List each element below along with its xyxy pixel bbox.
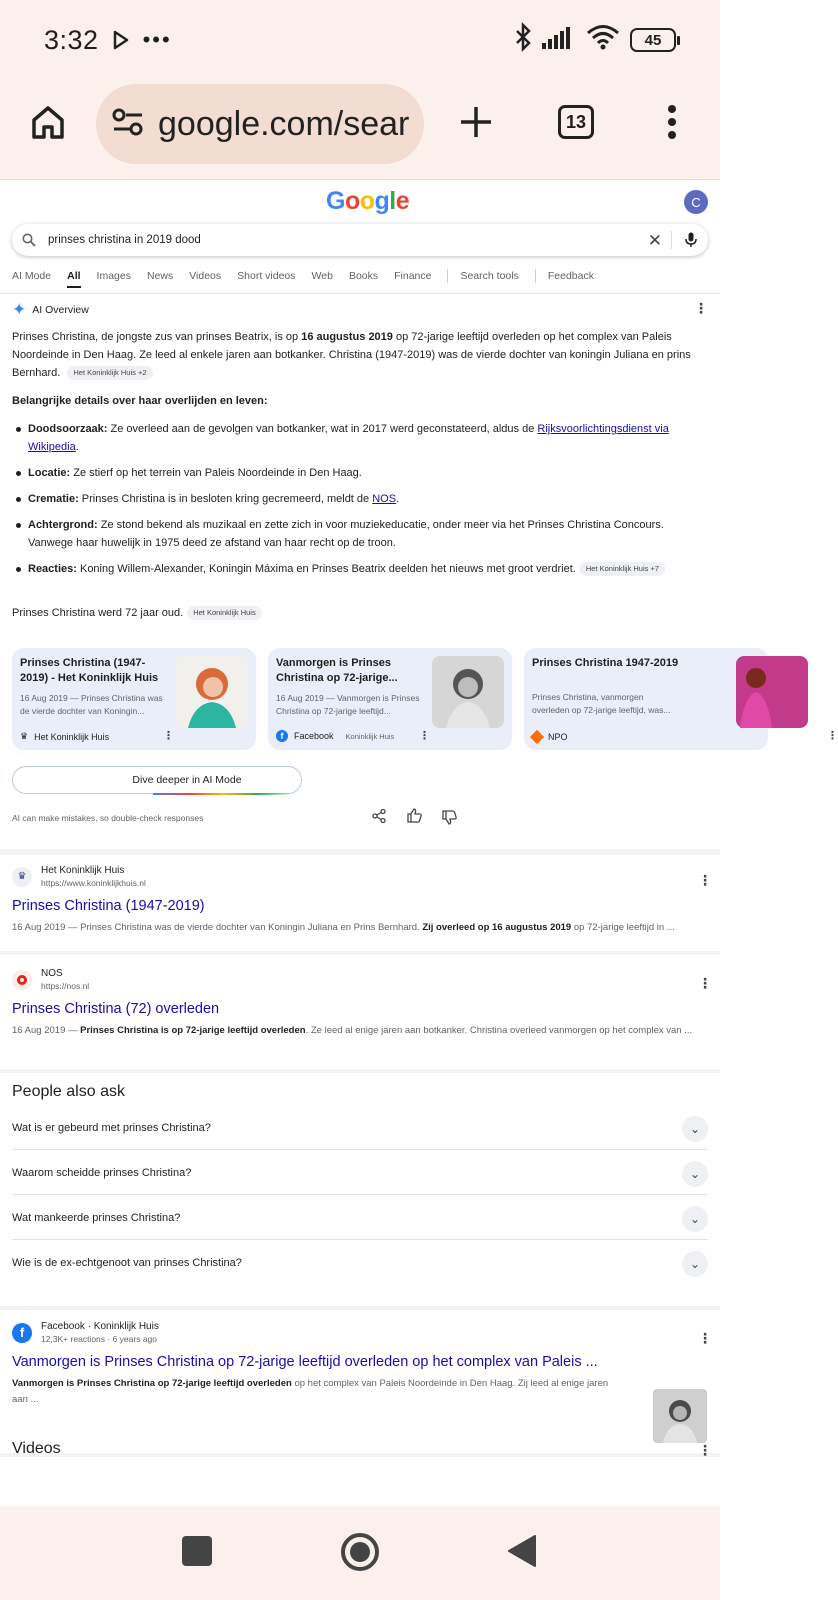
tab-images[interactable]: Images xyxy=(96,270,131,282)
voice-search-icon[interactable] xyxy=(685,232,697,251)
home-icon xyxy=(30,104,66,140)
card-thumbnail xyxy=(432,656,504,728)
detail-label: Doodsoorzaak: xyxy=(28,423,108,435)
system-nav-bar xyxy=(0,1506,720,1600)
detail-text: Koning Willem-Alexander, Koningin Máxima en Prinses Beatrix deelden het nieuws met groot verdriet. xyxy=(76,563,576,575)
nos-icon xyxy=(12,970,32,990)
source-chip[interactable]: Het Koninklijk Huis xyxy=(187,606,262,620)
chevron-down-icon: ⌄ xyxy=(682,1251,708,1277)
paa-question[interactable] xyxy=(12,1151,708,1195)
ai-overview-header xyxy=(12,300,89,320)
play-store-icon xyxy=(113,25,129,56)
result-meta: 12,3K+ reactions · 6 years ago xyxy=(41,1334,157,1344)
card-source-name: Het Koninklijk Huis xyxy=(34,731,110,742)
result-source[interactable] xyxy=(12,968,708,991)
tab-news[interactable]: News xyxy=(146,270,174,282)
question-text: Wat is er gebeurd met prinses Christina? xyxy=(12,1121,211,1134)
divider xyxy=(0,1069,720,1073)
divider xyxy=(671,231,672,249)
source-chip[interactable]: Het Koninklijk Huis +2 xyxy=(67,366,152,380)
crown-icon: ♛ xyxy=(20,731,29,741)
back-triangle-icon xyxy=(507,1534,537,1568)
search-tabs xyxy=(12,265,610,287)
tab-switcher-button[interactable] xyxy=(548,94,604,150)
snippet-text: . Ze leed al enige jaren aan botkanker. Christina overleed vanmorgen op het complex van ... xyxy=(305,1025,693,1036)
detail-label: Reacties: xyxy=(28,563,77,575)
plus-icon xyxy=(459,105,493,139)
detail-text: . xyxy=(75,441,79,453)
list-item xyxy=(12,464,704,482)
detail-text: Ze stierf op het terrein van Paleis Noordeinde in Den Haag. xyxy=(70,467,362,479)
share-icon[interactable] xyxy=(372,809,386,828)
snippet-text: op het complex van Paleis Noordeinde in Den Haag. Zij leed al enige jaren aan ... xyxy=(12,1378,609,1405)
snippet-highlight: Prinses Christina is op 72-jarige leeftijd overleden xyxy=(80,1025,306,1036)
detail-label: Locatie: xyxy=(28,467,71,479)
ai-disclaimer: AI can make mistakes, so double-check responses xyxy=(12,813,204,823)
chevron-down-icon: ⌄ xyxy=(682,1161,708,1187)
snippet-text: 16 Aug 2019 — Prinses Christina was de vierde dochter van Koningin Juliana en Prins Bernhard. xyxy=(12,922,423,933)
summary-line xyxy=(12,604,702,622)
card-snippet: Prinses Christina, vanmorgen overleden op 72-jarige leeftijd, was... xyxy=(532,692,671,715)
home-circle-icon xyxy=(340,1532,380,1572)
dive-deeper-button[interactable]: Dive deeper in AI Mode xyxy=(12,766,302,794)
divider xyxy=(447,269,448,283)
card-title: Vanmorgen is Prinses Christina op 72-jarige... xyxy=(276,657,398,684)
search-result xyxy=(12,968,708,1039)
card-title: Prinses Christina (1947-2019) - Het Koninklijk Huis xyxy=(20,657,159,684)
result-url: https://www.koninklijkhuis.nl xyxy=(41,878,146,888)
result-title-link[interactable]: Prinses Christina (72) overleden xyxy=(12,1001,220,1017)
back-button[interactable] xyxy=(507,1534,537,1573)
card-source-sub: Koninklijk Huis xyxy=(345,731,395,741)
result-menu-icon[interactable]: ⋮ xyxy=(698,1330,712,1346)
details-list xyxy=(12,420,704,586)
browser-menu-button[interactable] xyxy=(644,94,700,150)
search-icon xyxy=(22,233,36,247)
google-logo[interactable]: Google xyxy=(326,187,410,215)
card-snippet: 16 Aug 2019 — Prinses Christina was de vierde dochter van Koningin... xyxy=(20,693,163,716)
detail-label: Crematie: xyxy=(28,493,79,505)
battery-indicator: 45 xyxy=(630,28,676,52)
source-card[interactable] xyxy=(268,648,512,750)
facebook-icon: f xyxy=(12,1323,32,1343)
home-nav-button[interactable] xyxy=(340,1532,380,1577)
detail-text: Ze overleed aan de gevolgen van botkanker, wat in 2017 werd geconstateerd, aldus de xyxy=(107,423,538,435)
source-chip[interactable]: Het Koninklijk Huis +7 xyxy=(580,562,665,576)
url-text: google.com/sear xyxy=(158,104,410,143)
account-avatar[interactable]: C xyxy=(684,190,708,214)
search-query[interactable]: prinses christina in 2019 dood xyxy=(48,234,201,246)
search-box[interactable] xyxy=(12,224,708,256)
intro-date: 16 augustus 2019 xyxy=(301,331,393,343)
detail-link[interactable]: Rijksvoorlichtingsdienst via Wikipedia xyxy=(28,423,669,453)
question-text: Waarom scheidde prinses Christina? xyxy=(12,1166,192,1179)
intro-text: Prinses Christina, de jongste zus van prinses Beatrix, is op xyxy=(12,331,302,343)
details-heading: Belangrijke details over haar overlijden en leven: xyxy=(12,395,268,407)
browser-toolbar xyxy=(0,80,720,180)
result-site-name: Het Koninklijk Huis xyxy=(41,865,125,876)
tab-short-videos[interactable]: Short videos xyxy=(237,270,296,282)
source-card[interactable] xyxy=(524,648,838,750)
card-title: Prinses Christina 1947-2019 xyxy=(532,657,679,669)
signal-icon xyxy=(542,25,576,56)
card-source xyxy=(276,730,394,742)
result-source[interactable] xyxy=(12,865,708,888)
divider xyxy=(0,849,720,855)
result-menu-icon[interactable]: ⋮ xyxy=(698,872,712,888)
divider xyxy=(535,269,536,283)
result-thumbnail[interactable] xyxy=(653,1389,707,1443)
result-source[interactable] xyxy=(12,1321,708,1344)
card-menu-icon[interactable]: ⋮ xyxy=(419,730,430,742)
summary-text: Prinses Christina werd 72 jaar oud. xyxy=(12,607,184,619)
bluetooth-icon xyxy=(514,23,532,58)
paa-question[interactable] xyxy=(12,1196,708,1240)
card-source xyxy=(20,731,109,742)
search-results-page xyxy=(0,181,838,1506)
detail-label: Achtergrond: xyxy=(28,519,98,531)
tab-videos[interactable]: Videos xyxy=(189,270,222,282)
feedback-link[interactable]: Feedback xyxy=(547,270,594,282)
facebook-icon: f xyxy=(276,730,288,742)
chevron-down-icon: ⌄ xyxy=(682,1206,708,1232)
detail-link[interactable]: NOS xyxy=(372,493,397,505)
card-source-name: Facebook xyxy=(294,731,334,741)
list-item xyxy=(12,560,704,578)
status-bar xyxy=(0,0,720,80)
result-title-link[interactable]: Prinses Christina (1947-2019) xyxy=(12,898,205,914)
card-menu-icon[interactable]: ⋮ xyxy=(827,730,838,742)
result-url: https://nos.nl xyxy=(41,981,90,991)
more-notifications-icon: ••• xyxy=(142,27,172,52)
intro-text: op 72-jarige leeftijd overleden op het complex van Paleis Noordeinde in Den Haag. Ze leed al enkele jaren aan botkanker. Christina (1947-2019) was de vierde dochter van koningin Juliana en prins Bernhard. xyxy=(12,331,691,379)
snippet-text: op 72-jarige leeftijd in ... xyxy=(571,922,675,933)
question-text: Wat mankeerde prinses Christina? xyxy=(12,1211,181,1224)
result-menu-icon[interactable]: ⋮ xyxy=(698,975,712,991)
detail-text: Prinses Christina is in besloten kring gecremeerd, meldt de xyxy=(78,493,373,505)
search-result xyxy=(12,865,708,936)
card-menu-icon[interactable]: ⋮ xyxy=(163,730,174,742)
tab-ai-mode[interactable]: AI Mode xyxy=(12,270,52,282)
tab-finance[interactable]: Finance xyxy=(394,270,432,282)
list-item xyxy=(12,516,704,552)
tab-count: 13 xyxy=(558,105,594,139)
result-site-name: NOS xyxy=(41,968,63,979)
site-settings-icon[interactable] xyxy=(112,108,144,141)
snippet-highlight: Vanmorgen is Prinses Christina op 72-jarige leeftijd overleden xyxy=(12,1378,292,1389)
chevron-down-icon: ⌄ xyxy=(682,1116,708,1142)
npo-icon xyxy=(530,730,544,744)
list-item xyxy=(12,420,704,456)
source-cards xyxy=(12,648,838,750)
result-title-link[interactable]: Vanmorgen is Prinses Christina op 72-jarige leeftijd overleden op het complex van Paleis ... xyxy=(12,1354,598,1370)
address-bar[interactable] xyxy=(96,84,424,164)
recents-button[interactable] xyxy=(182,1536,212,1566)
result-snippet xyxy=(12,920,708,936)
result-snippet xyxy=(12,1376,622,1408)
result-snippet xyxy=(12,1023,708,1039)
divider xyxy=(0,293,720,294)
ai-overview-menu-icon[interactable]: ⋮ xyxy=(694,300,708,316)
divider xyxy=(0,1306,720,1310)
people-also-ask-heading: People also ask xyxy=(12,1083,125,1100)
search-result xyxy=(12,1321,708,1408)
source-card[interactable] xyxy=(12,648,256,750)
ai-overview-intro xyxy=(12,328,702,382)
thumbs-up-icon[interactable] xyxy=(407,808,422,828)
divider xyxy=(0,1453,720,1457)
clear-search-icon[interactable]: ✕ xyxy=(647,231,662,250)
card-thumbnail xyxy=(176,656,248,728)
snippet-text: 16 Aug 2019 — xyxy=(12,1025,81,1036)
question-text: Wie is de ex-echtgenoot van prinses Christina? xyxy=(12,1257,242,1269)
new-tab-button[interactable] xyxy=(448,94,504,150)
tab-books[interactable]: Books xyxy=(348,270,379,282)
divider xyxy=(0,951,720,955)
crown-icon: ♛ xyxy=(12,867,32,887)
card-source-name: NPO xyxy=(548,732,568,742)
card-source xyxy=(532,732,568,742)
detail-text: . xyxy=(396,493,400,505)
paa-question[interactable] xyxy=(12,1241,708,1285)
result-site-name: Facebook · Koninklijk Huis xyxy=(41,1321,159,1332)
home-button[interactable] xyxy=(20,94,76,150)
tab-all[interactable]: All xyxy=(67,270,81,282)
paa-question[interactable] xyxy=(12,1106,708,1150)
more-vert-icon xyxy=(667,105,677,139)
ai-overview-label: AI Overview xyxy=(32,304,89,316)
card-thumbnail xyxy=(736,656,808,728)
list-item xyxy=(12,490,704,508)
snippet-highlight: Zij overleed op 16 augustus 2019 xyxy=(422,922,572,933)
search-tools-button[interactable]: Search tools xyxy=(460,270,519,282)
wifi-icon xyxy=(586,24,620,57)
thumbs-down-icon[interactable] xyxy=(442,810,457,830)
videos-menu-icon[interactable]: ⋮ xyxy=(698,1442,712,1458)
clock: 3:32 xyxy=(44,24,99,55)
ai-sparkle-icon: ✦ xyxy=(12,300,27,319)
card-snippet: 16 Aug 2019 — Vanmorgen is Prinses Christina op 72-jarige leeftijd... xyxy=(276,693,420,716)
detail-text: Ze stond bekend als muzikaal en zette zich in voor muziekeducatie, onder meer via het Prinses Christina Concours. Vanwege haar huwelijk in 1975 deed ze afstand van haar recht op de troon. xyxy=(28,519,664,549)
videos-heading: Videos xyxy=(12,1440,61,1457)
tab-web[interactable]: Web xyxy=(311,270,333,282)
